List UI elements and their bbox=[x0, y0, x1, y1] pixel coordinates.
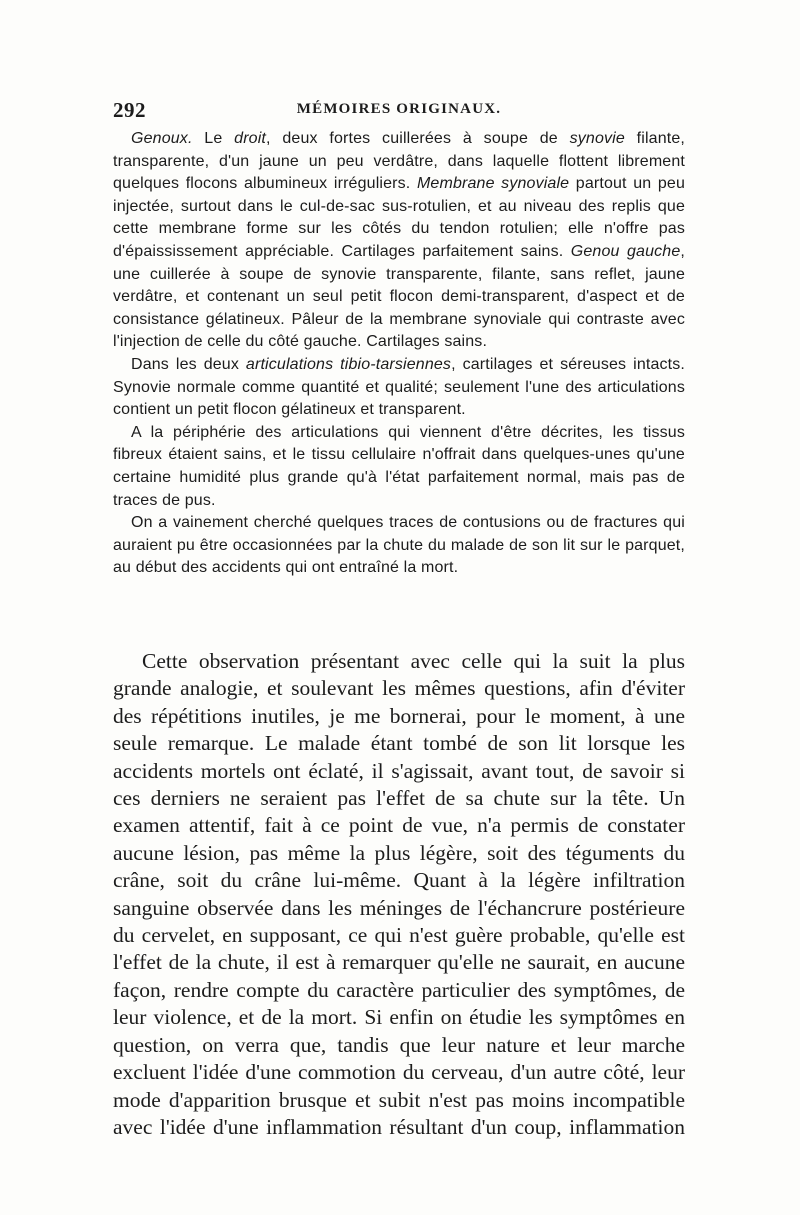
italic-genoux: Genoux. bbox=[131, 130, 193, 147]
commentary bbox=[113, 648, 685, 1141]
page-number: 292 bbox=[113, 98, 146, 122]
italic-membrane-synoviale: Membrane synoviale bbox=[416, 175, 570, 193]
text-run: filante, transparente, d'un jaune un peu verdâtre, dans laquelle flottent librement quelques flocons albumineux irréguliers. bbox=[113, 130, 685, 193]
autopsy-findings bbox=[113, 128, 685, 580]
text-run: partout un peu injectée, surtout dans le cul-de-sac sus-rotulien, et au niveau des replis que cette membrane forme sur les côtés du tendon rotulien; elle n'offre pas d'épaississement appréciable. Cartilages parfaitement sains. bbox=[113, 175, 686, 260]
paragraph-tibio-tarsal bbox=[113, 354, 685, 422]
text-run: Le bbox=[192, 130, 235, 147]
paragraph-knees bbox=[113, 128, 685, 354]
italic-articulations: articulations tibio-tarsiennes bbox=[245, 355, 452, 373]
italic-synovie: synovie bbox=[569, 130, 625, 147]
text-run: , deux fortes cuillerées à soupe de bbox=[266, 130, 570, 147]
italic-genou-gauche: Genou gauche bbox=[570, 242, 681, 260]
paragraph-contusions: On a vainement cherché quelques traces de contusions ou de fractures qui auraient pu être occasionnées par la chute du malade de son lit sur le parquet, au début des accidents qui ont entraîné la mort. bbox=[113, 514, 685, 577]
page-header bbox=[113, 98, 685, 128]
running-title: MÉMOIRES ORIGINAUX. bbox=[296, 101, 502, 117]
italic-droit: droit bbox=[234, 130, 267, 147]
paragraph-periphery: A la périphérie des articulations qui viennent d'être décrites, les tissus fibreux étaient sains, et le tissu cellulaire n'offrait dans quelques-unes qu'une certaine humidité plus grande qu'à l'état parfaitement normal, mais pas de traces de pus. bbox=[113, 423, 685, 509]
text-run: , une cuillerée à soupe de synovie transparente, filante, sans reflet, jaune verdâtre, et contenant un seul petit flocon demi-transparent, d'aspect et de consistance gélatineux. Pâleur de la membrane synoviale qui contraste avec l'injection de celle du côté gauche. Cartilages sains. bbox=[113, 242, 685, 351]
paragraph-observation: Cette observation présentant avec celle qui la suit la plus grande analogie, et soulevant les mêmes questions, afin d'éviter des répétitions inutiles, je me bornerai, pour le moment, à une seule remarque. Le malade étant tombé de son lit lorsque les accidents mortels ont éclaté, il s'agissait, avant tout, de savoir si ces derniers ne seraient pas l'effet de sa chute sur la tête. Un examen attentif, fait à ce point de vue, n'a permis de constater aucune lésion, pas même la plus légère, soit des téguments du crâne, soit du crâne lui-même. Quant à la légère infiltration sanguine observée dans les méninges de l'échancrure postérieure du cervelet, en supposant, ce qui n'est guère probable, qu'elle est l'effet de la chute, il est à remarquer qu'elle ne saurait, en aucune façon, rendre compte du caractère particulier des symptômes, de leur violence, et de la mort. Si enfin on étudie les symptômes en question, on verra que, tandis que leur nature et leur marche excluent l'idée d'une commotion du cerveau, d'un autre côté, leur mode d'apparition brusque et subit n'est pas moins incompatible avec l'idée d'une inflammation résultant d'un coup, inflammation bbox=[113, 649, 685, 1139]
text-run: Dans les deux bbox=[131, 355, 246, 373]
text-run: , cartilages et séreuses intacts. Synovie normale comme quantité et qualité; seulement l'une des articulations contient un petit flocon gélatineux et transparent. bbox=[113, 355, 685, 419]
